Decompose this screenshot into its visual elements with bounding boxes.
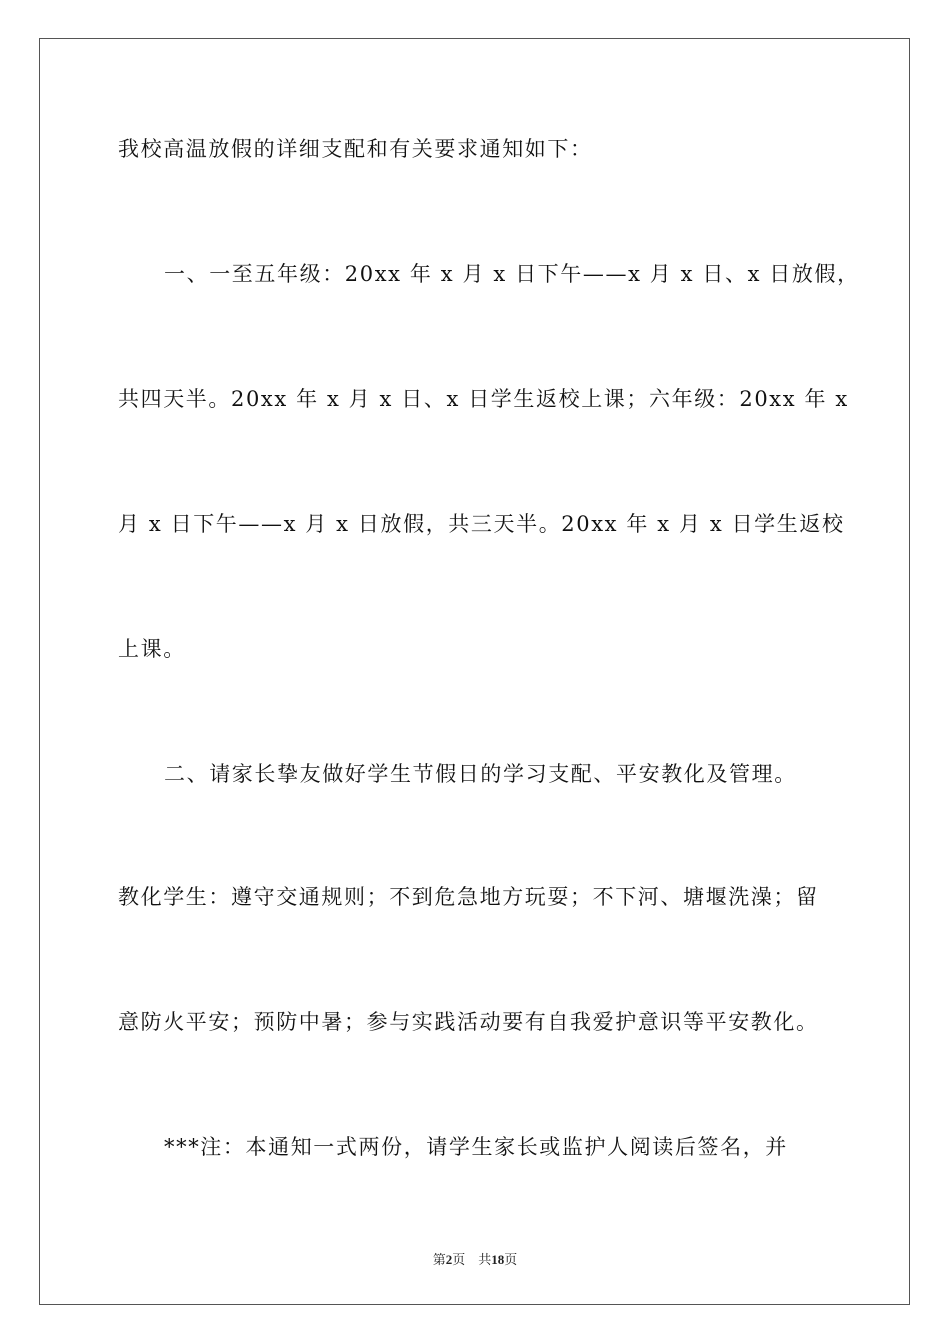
paragraph-line-8: 意防火平安；预防中暑；参与实践活动要有自我爱护意识等平安教化。 <box>118 1010 819 1034</box>
paragraph-line-2: 一、一至五年级：20xx 年 x 月 x 日下午——x 月 x 日、x 日放假， <box>164 262 860 286</box>
paragraph-line-3: 共四天半。20xx 年 x 月 x 日、x 日学生返校上课；六年级：20xx 年 x <box>118 387 849 411</box>
paragraph-line-4: 月 x 日下午——x 月 x 日放假，共三天半。20xx 年 x 月 x 日学生返校 <box>118 512 845 536</box>
paragraph-line-9: ***注：本通知一式两份，请学生家长或监护人阅读后签名，并 <box>164 1135 788 1159</box>
footer-middle: 页 共 <box>452 1252 492 1267</box>
paragraph-line-1: 我校高温放假的详细支配和有关要求通知如下： <box>118 137 593 161</box>
current-page-number: 2 <box>445 1252 453 1267</box>
footer-prefix: 第 <box>432 1252 446 1267</box>
page-footer <box>0 1249 950 1268</box>
footer-suffix: 页 <box>504 1252 518 1267</box>
paragraph-line-5: 上课。 <box>118 637 186 661</box>
paragraph-line-6: 二、请家长挚友做好学生节假日的学习支配、平安教化及管理。 <box>164 762 797 786</box>
paragraph-line-7: 教化学生：遵守交通规则；不到危急地方玩耍；不下河、塘堰洗澡；留 <box>118 885 819 909</box>
total-page-number: 18 <box>491 1252 505 1267</box>
page-border <box>39 38 910 1305</box>
